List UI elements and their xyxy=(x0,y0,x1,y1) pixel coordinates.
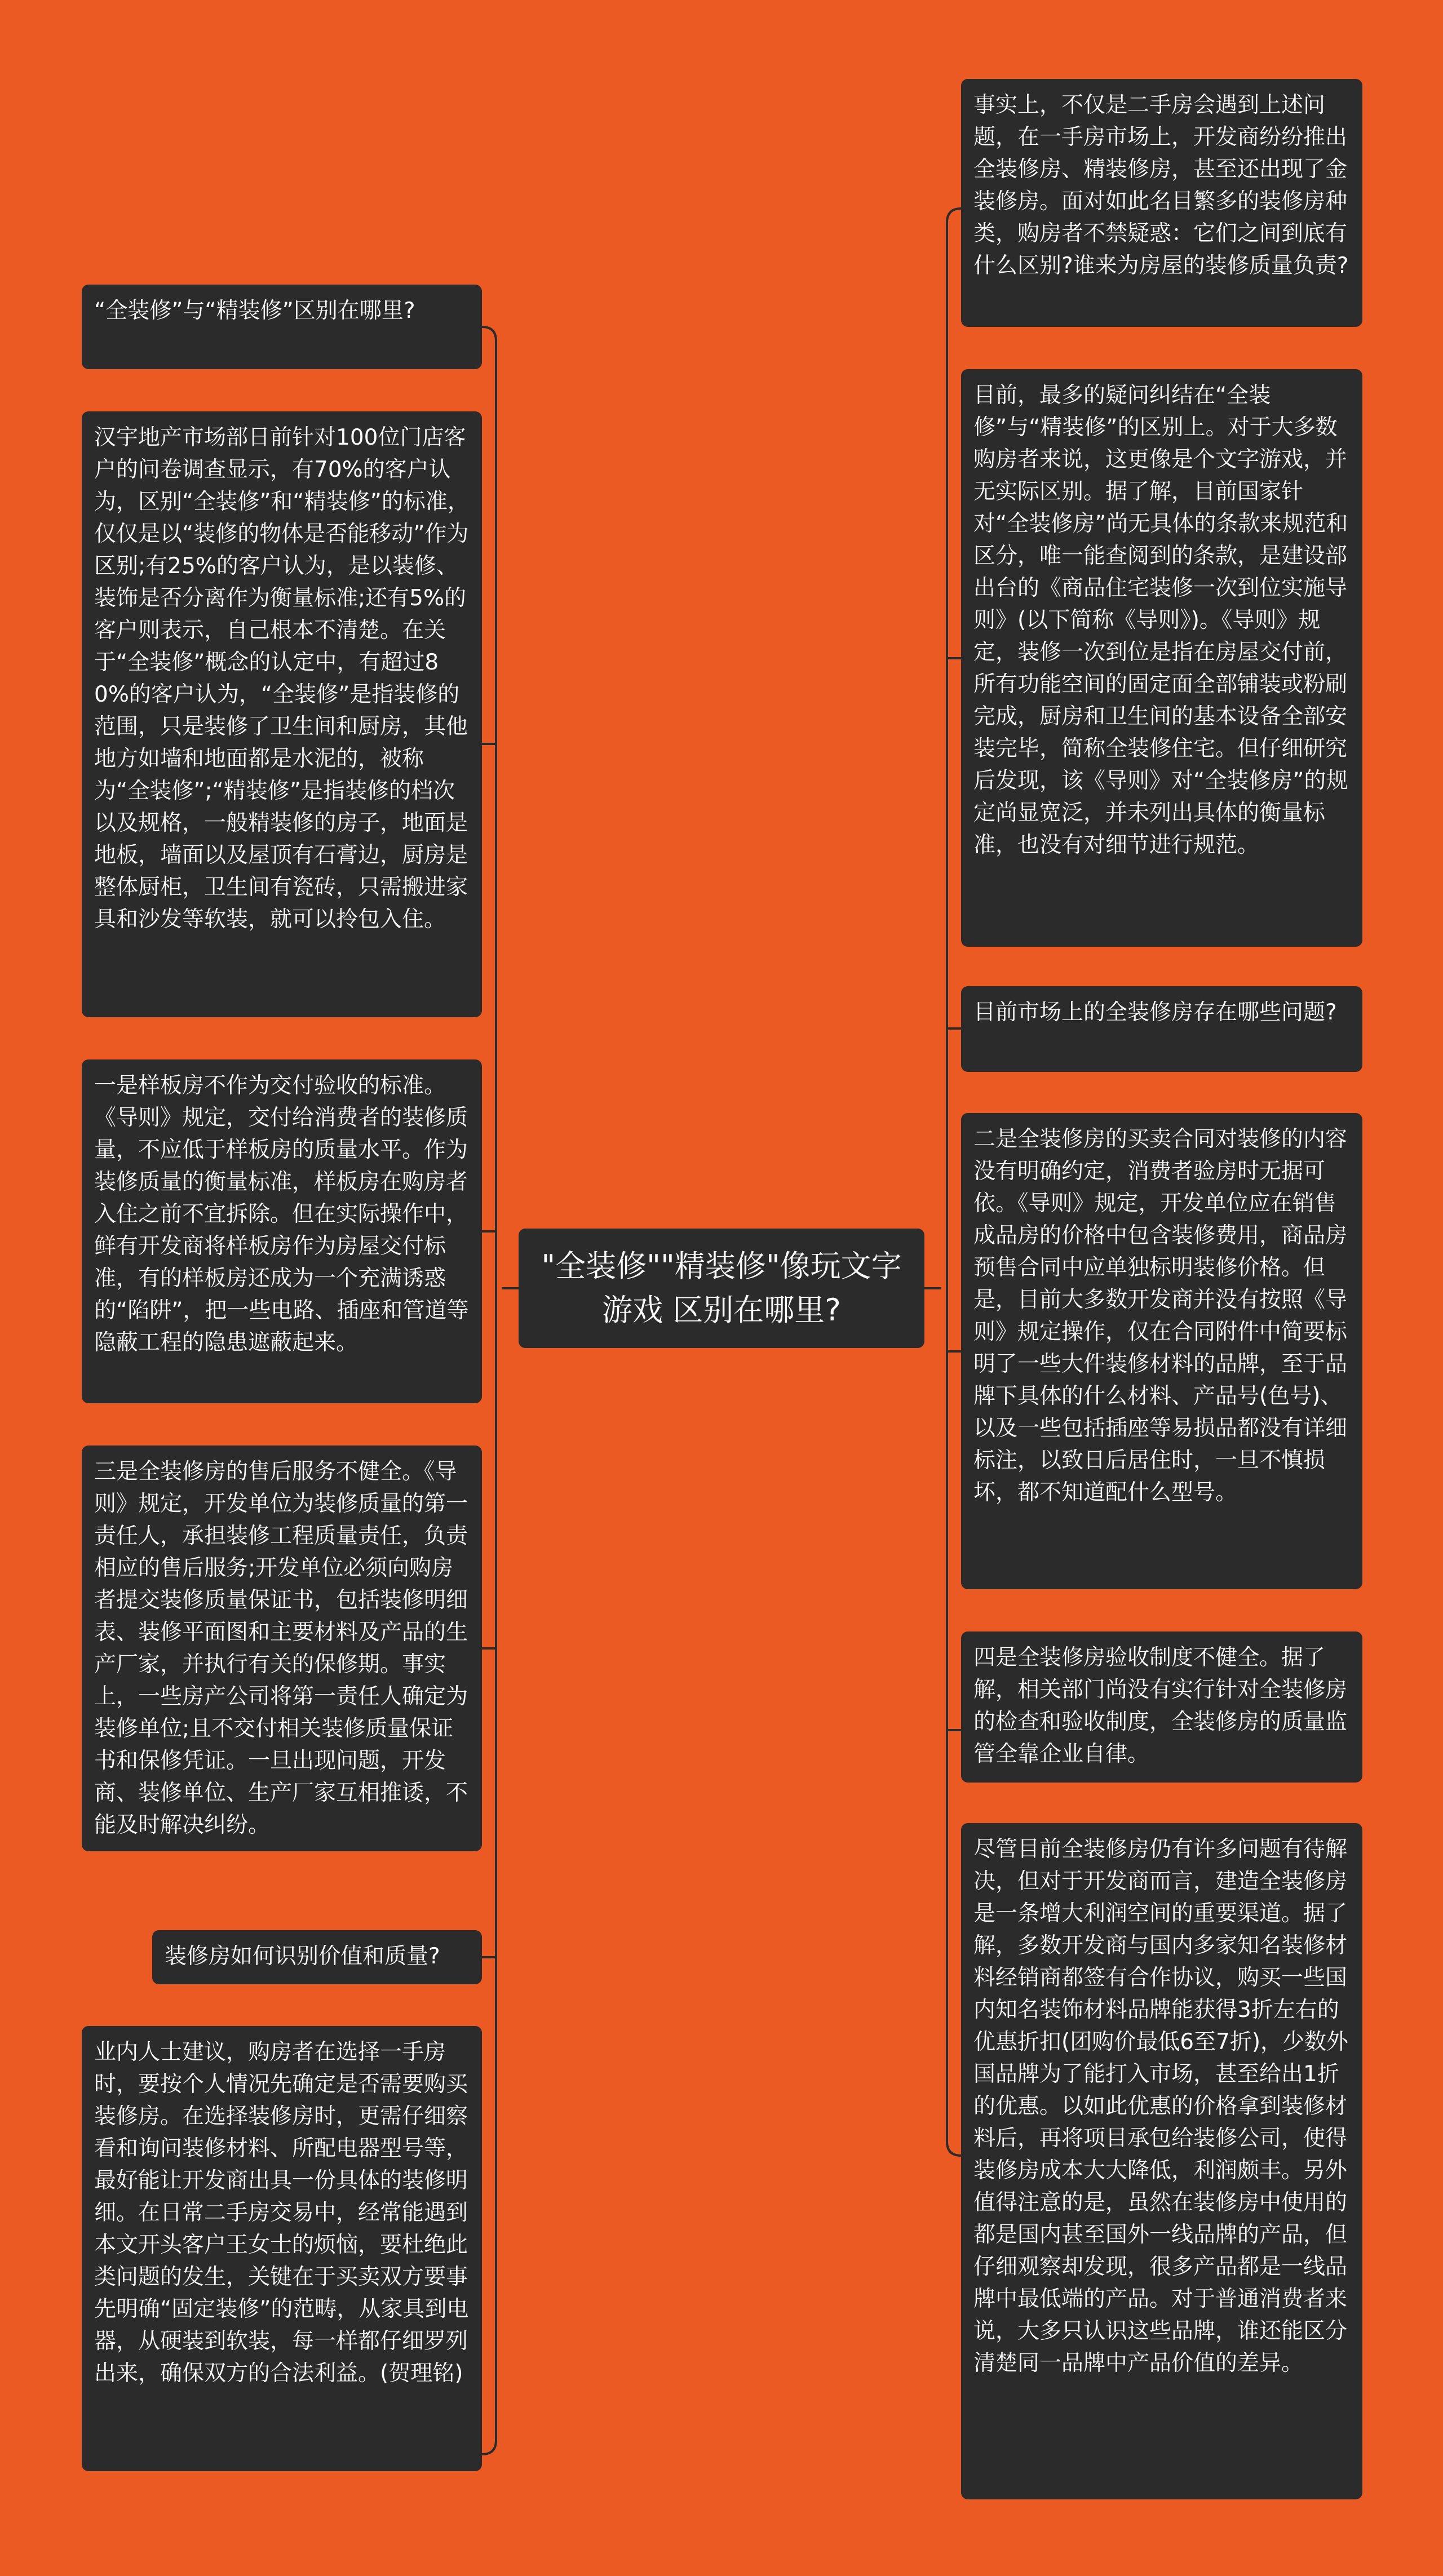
right-node-1[interactable]: 事实上，不仅是二手房会遇到上述问题，在一手房市场上，开发商纷纷推出全装修房、精装修房，甚至还出现了金装修房。面对如此名目繁多的装修房种类，购房者不禁疑惑：它们之间到底有什么区别?谁来为房屋的装修质量负责? xyxy=(961,79,1362,327)
connector-left-1 xyxy=(482,327,496,341)
left-node-5[interactable]: 装修房如何识别价值和质量? xyxy=(152,1930,482,1984)
left-node-2[interactable]: 汉宇地产市场部日前针对100位门店客户的问卷调查显示，有70%的客户认为，区别“全装修”和“精装修”的标准，仅仅是以“装修的物体是否能移动”作为区别;有25%的客户认为，是以装修、装饰是否分离作为衡量标准;还有5%的客户则表示，自己根本不清楚。在关于“全装修”概念的认定中，有超过80%的客户认为，“全装修”是指装修的范围，只是装修了卫生间和厨房，其他地方如墙和地面都是水泥的，被称为“全装修”;“精装修”是指装修的档次以及规格，一般精装修的房子，地面是地板，墙面以及屋顶有石膏边，厨房是整体厨柜，卫生间有瓷砖，只需搬进家具和沙发等软装，就可以拎包入住。 xyxy=(82,411,482,1017)
right-node-5[interactable]: 四是全装修房验收制度不健全。据了解，相关部门尚没有实行针对全装修房的检查和验收制度，全装修房的质量监管全靠企业自律。 xyxy=(961,1631,1362,1783)
central-topic[interactable] xyxy=(519,1229,924,1348)
central-topic-title: "全装修""精装修"像玩文字游戏 区别在哪里? xyxy=(541,1248,902,1328)
left-node-6[interactable]: 业内人士建议，购房者在选择一手房时，要按个人情况先确定是否需要购买装修房。在选择装修房时，更需仔细察看和询问装修材料、所配电器型号等，最好能让开发商出具一份具体的装修明细。在日常二手房交易中，经常能遇到本文开头客户王女士的烦恼，要杜绝此类问题的发生，关键在于买卖双方要事先明确“固定装修”的范畴，从家具到电器，从硬装到软装，每一样都仔细罗列出来，确保双方的合法利益。(贺理铭) xyxy=(82,2026,482,2471)
connector-right-1 xyxy=(947,209,961,223)
right-node-3[interactable]: 目前市场上的全装修房存在哪些问题? xyxy=(961,986,1362,1072)
right-node-6[interactable]: 尽管目前全装修房仍有许多问题有待解决，但对于开发商而言，建造全装修房是一条增大利润空间的重要渠道。据了解，多数开发商与国内多家知名装修材料经销商都签有合作协议，购买一些国内知名装饰材料品牌能获得3折左右的优惠折扣(团购价最低6至7折)，少数外国品牌为了能打入市场，甚至给出1折的优惠。以如此优惠的价格拿到装修材料后，再将项目承包给装修公司，使得装修房成本大大降低，利润颇丰。另外值得注意的是，虽然在装修房中使用的都是国内甚至国外一线品牌的产品，但仔细观察却发现，很多产品都是一线品牌中最低端的产品。对于普通消费者来说，大多只认识这些品牌，谁还能区分清楚同一品牌中产品价值的差异。 xyxy=(961,1823,1362,2499)
connector-right-6 xyxy=(947,2142,961,2156)
right-node-4[interactable]: 二是全装修房的买卖合同对装修的内容没有明确约定，消费者验房时无据可依。《导则》规定，开发单位应在销售成品房的价格中包含装修费用，商品房预售合同中应单独标明装修价格。但是，目前大多数开发商并没有按照《导则》规定操作，仅在合同附件中简要标明了一些大件装修材料的品牌，至于品牌下具体的什么材料、产品号(色号)、以及一些包括插座等易损品都没有详细标注，以致日后居住时，一旦不慎损坏，都不知道配什么型号。 xyxy=(961,1113,1362,1589)
connector-left-6 xyxy=(482,2440,496,2454)
left-node-4[interactable]: 三是全装修房的售后服务不健全。《导则》规定，开发单位为装修质量的第一责任人，承担装修工程质量责任，负责相应的售后服务;开发单位必须向购房者提交装修质量保证书，包括装修明细表、装修平面图和主要材料及产品的生产厂家，并执行有关的保修期。事实上，一些房产公司将第一责任人确定为装修单位;且不交付相关装修质量保证书和保修凭证。一旦出现问题，开发商、装修单位、生产厂家互相推诿，不能及时解决纠纷。 xyxy=(82,1446,482,1851)
left-node-1[interactable]: “全装修”与“精装修”区别在哪里? xyxy=(82,285,482,369)
right-node-2[interactable]: 目前，最多的疑问纠结在“全装修”与“精装修”的区别上。对于大多数购房者来说，这更像是个文字游戏，并无实际区别。据了解，目前国家针对“全装修房”尚无具体的条款来规范和区分，唯一能查阅到的条款，是建设部出台的《商品住宅装修一次到位实施导则》(以下简称《导则》)。《导则》规定，装修一次到位是指在房屋交付前，所有功能空间的固定面全部铺装或粉刷完成，厨房和卫生间的基本设备全部安装完毕，简称全装修住宅。但仔细研究后发现，该《导则》对“全装修房”的规定尚显宽泛，并未列出具体的衡量标准，也没有对细节进行规范。 xyxy=(961,369,1362,947)
left-node-3[interactable]: 一是样板房不作为交付验收的标准。《导则》规定，交付给消费者的装修质量，不应低于样板房的质量水平。作为装修质量的衡量标准，样板房在购房者入住之前不宜拆除。但在实际操作中，鲜有开发商将样板房作为房屋交付标准，有的样板房还成为一个充满诱惑的“陷阱”，把一些电路、插座和管道等隐蔽工程的隐患遮蔽起来。 xyxy=(82,1059,482,1403)
